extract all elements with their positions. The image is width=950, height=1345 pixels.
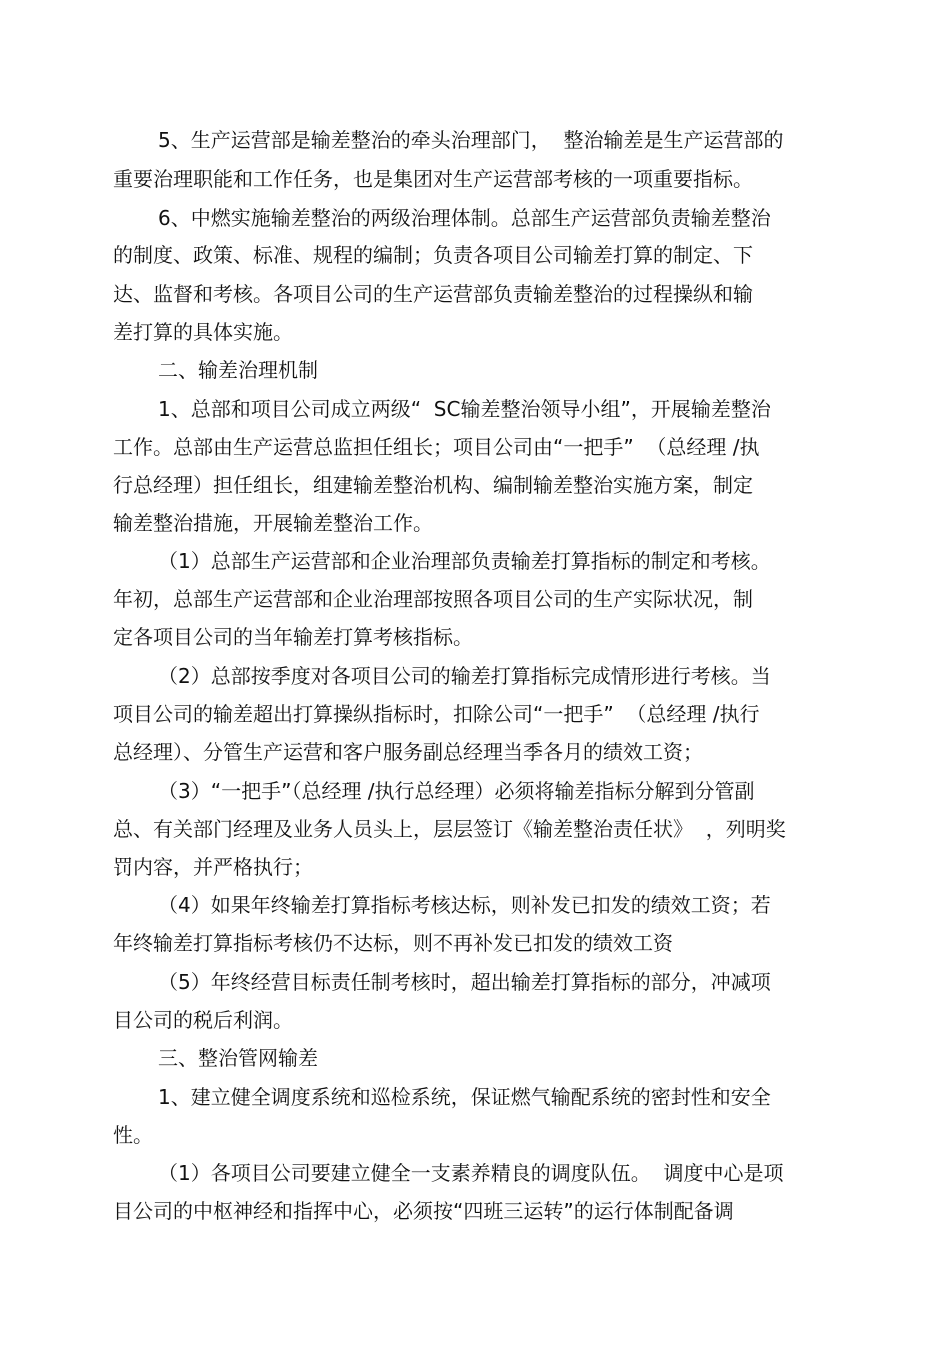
paragraph-line: （1）总部生产运营部和企业治理部负责输差打算指标的制定和考核。 [158, 549, 771, 573]
paragraph-line: 定各项目公司的当年输差打算考核指标。 [113, 625, 473, 649]
paragraph-line: 重要治理职能和工作任务，也是集团对生产运营部考核的一项重要指标。 [113, 167, 753, 191]
paragraph-line: 行总经理）担任组长，组建输差整治机构、编制输差整治实施方案，制定 [113, 473, 753, 497]
paragraph-line: 目公司的中枢神经和指挥中心，必须按“四班三运转”的运行体制配备调 [113, 1199, 734, 1223]
paragraph-line: （1）各项目公司要建立健全一支素养精良的调度队伍。 调度中心是项 [158, 1161, 784, 1185]
paragraph-line: 目公司的税后利润。 [113, 1008, 293, 1032]
paragraph-line: （3）“一把手”（总经理 /执行总经理）必须将输差指标分解到分管副 [158, 779, 755, 803]
paragraph-line: 总、有关部门经理及业务人员头上，层层签订《输差整治责任状》 ，列明奖 [113, 817, 786, 841]
paragraph-line: 年初，总部生产运营部和企业治理部按照各项目公司的生产实际状况，制 [113, 587, 753, 611]
paragraph-line: 输差整治措施，开展输差整治工作。 [113, 511, 433, 535]
paragraph-line: 1、建立健全调度系统和巡检系统，保证燃气输配系统的密封性和安全 [158, 1085, 771, 1109]
paragraph-line: 年终输差打算指标考核仍不达标，则不再补发已扣发的绩效工资 [113, 931, 673, 955]
paragraph-line: 性。 [113, 1123, 153, 1147]
paragraph-line: 5、生产运营部是输差整治的牵头治理部门， 整治输差是生产运营部的 [158, 128, 784, 152]
paragraph-line: 的制度、政策、标准、规程的编制；负责各项目公司输差打算的制定、下 [113, 243, 753, 267]
paragraph-line: （5）年终经营目标责任制考核时，超出输差打算指标的部分，冲减项 [158, 970, 771, 994]
paragraph-line: （4）如果年终输差打算指标考核达标，则补发已扣发的绩效工资；若 [158, 893, 771, 917]
paragraph-line: 差打算的具体实施。 [113, 320, 293, 344]
section-heading: 三、整治管网输差 [158, 1046, 318, 1070]
paragraph-line: 6、中燃实施输差整治的两级治理体制。总部生产运营部负责输差整治 [158, 206, 771, 230]
paragraph-line: 1、总部和项目公司成立两级“ SC输差整治领导小组”，开展输差整治 [158, 397, 771, 421]
paragraph-line: （2）总部按季度对各项目公司的输差打算指标完成情形进行考核。当 [158, 664, 771, 688]
section-heading: 二、输差治理机制 [158, 358, 318, 382]
paragraph-line: 达、监督和考核。各项目公司的生产运营部负责输差整治的过程操纵和输 [113, 282, 753, 306]
paragraph-line: 工作。总部由生产运营总监担任组长；项目公司由“一把手” （总经理 /执 [113, 435, 760, 459]
paragraph-line: 总经理）、分管生产运营和客户服务副总经理当季各月的绩效工资； [113, 740, 703, 764]
paragraph-line: 项目公司的输差超出打算操纵指标时，扣除公司“一把手” （总经理 /执行 [113, 702, 760, 726]
paragraph-line: 罚内容，并严格执行； [113, 855, 313, 879]
